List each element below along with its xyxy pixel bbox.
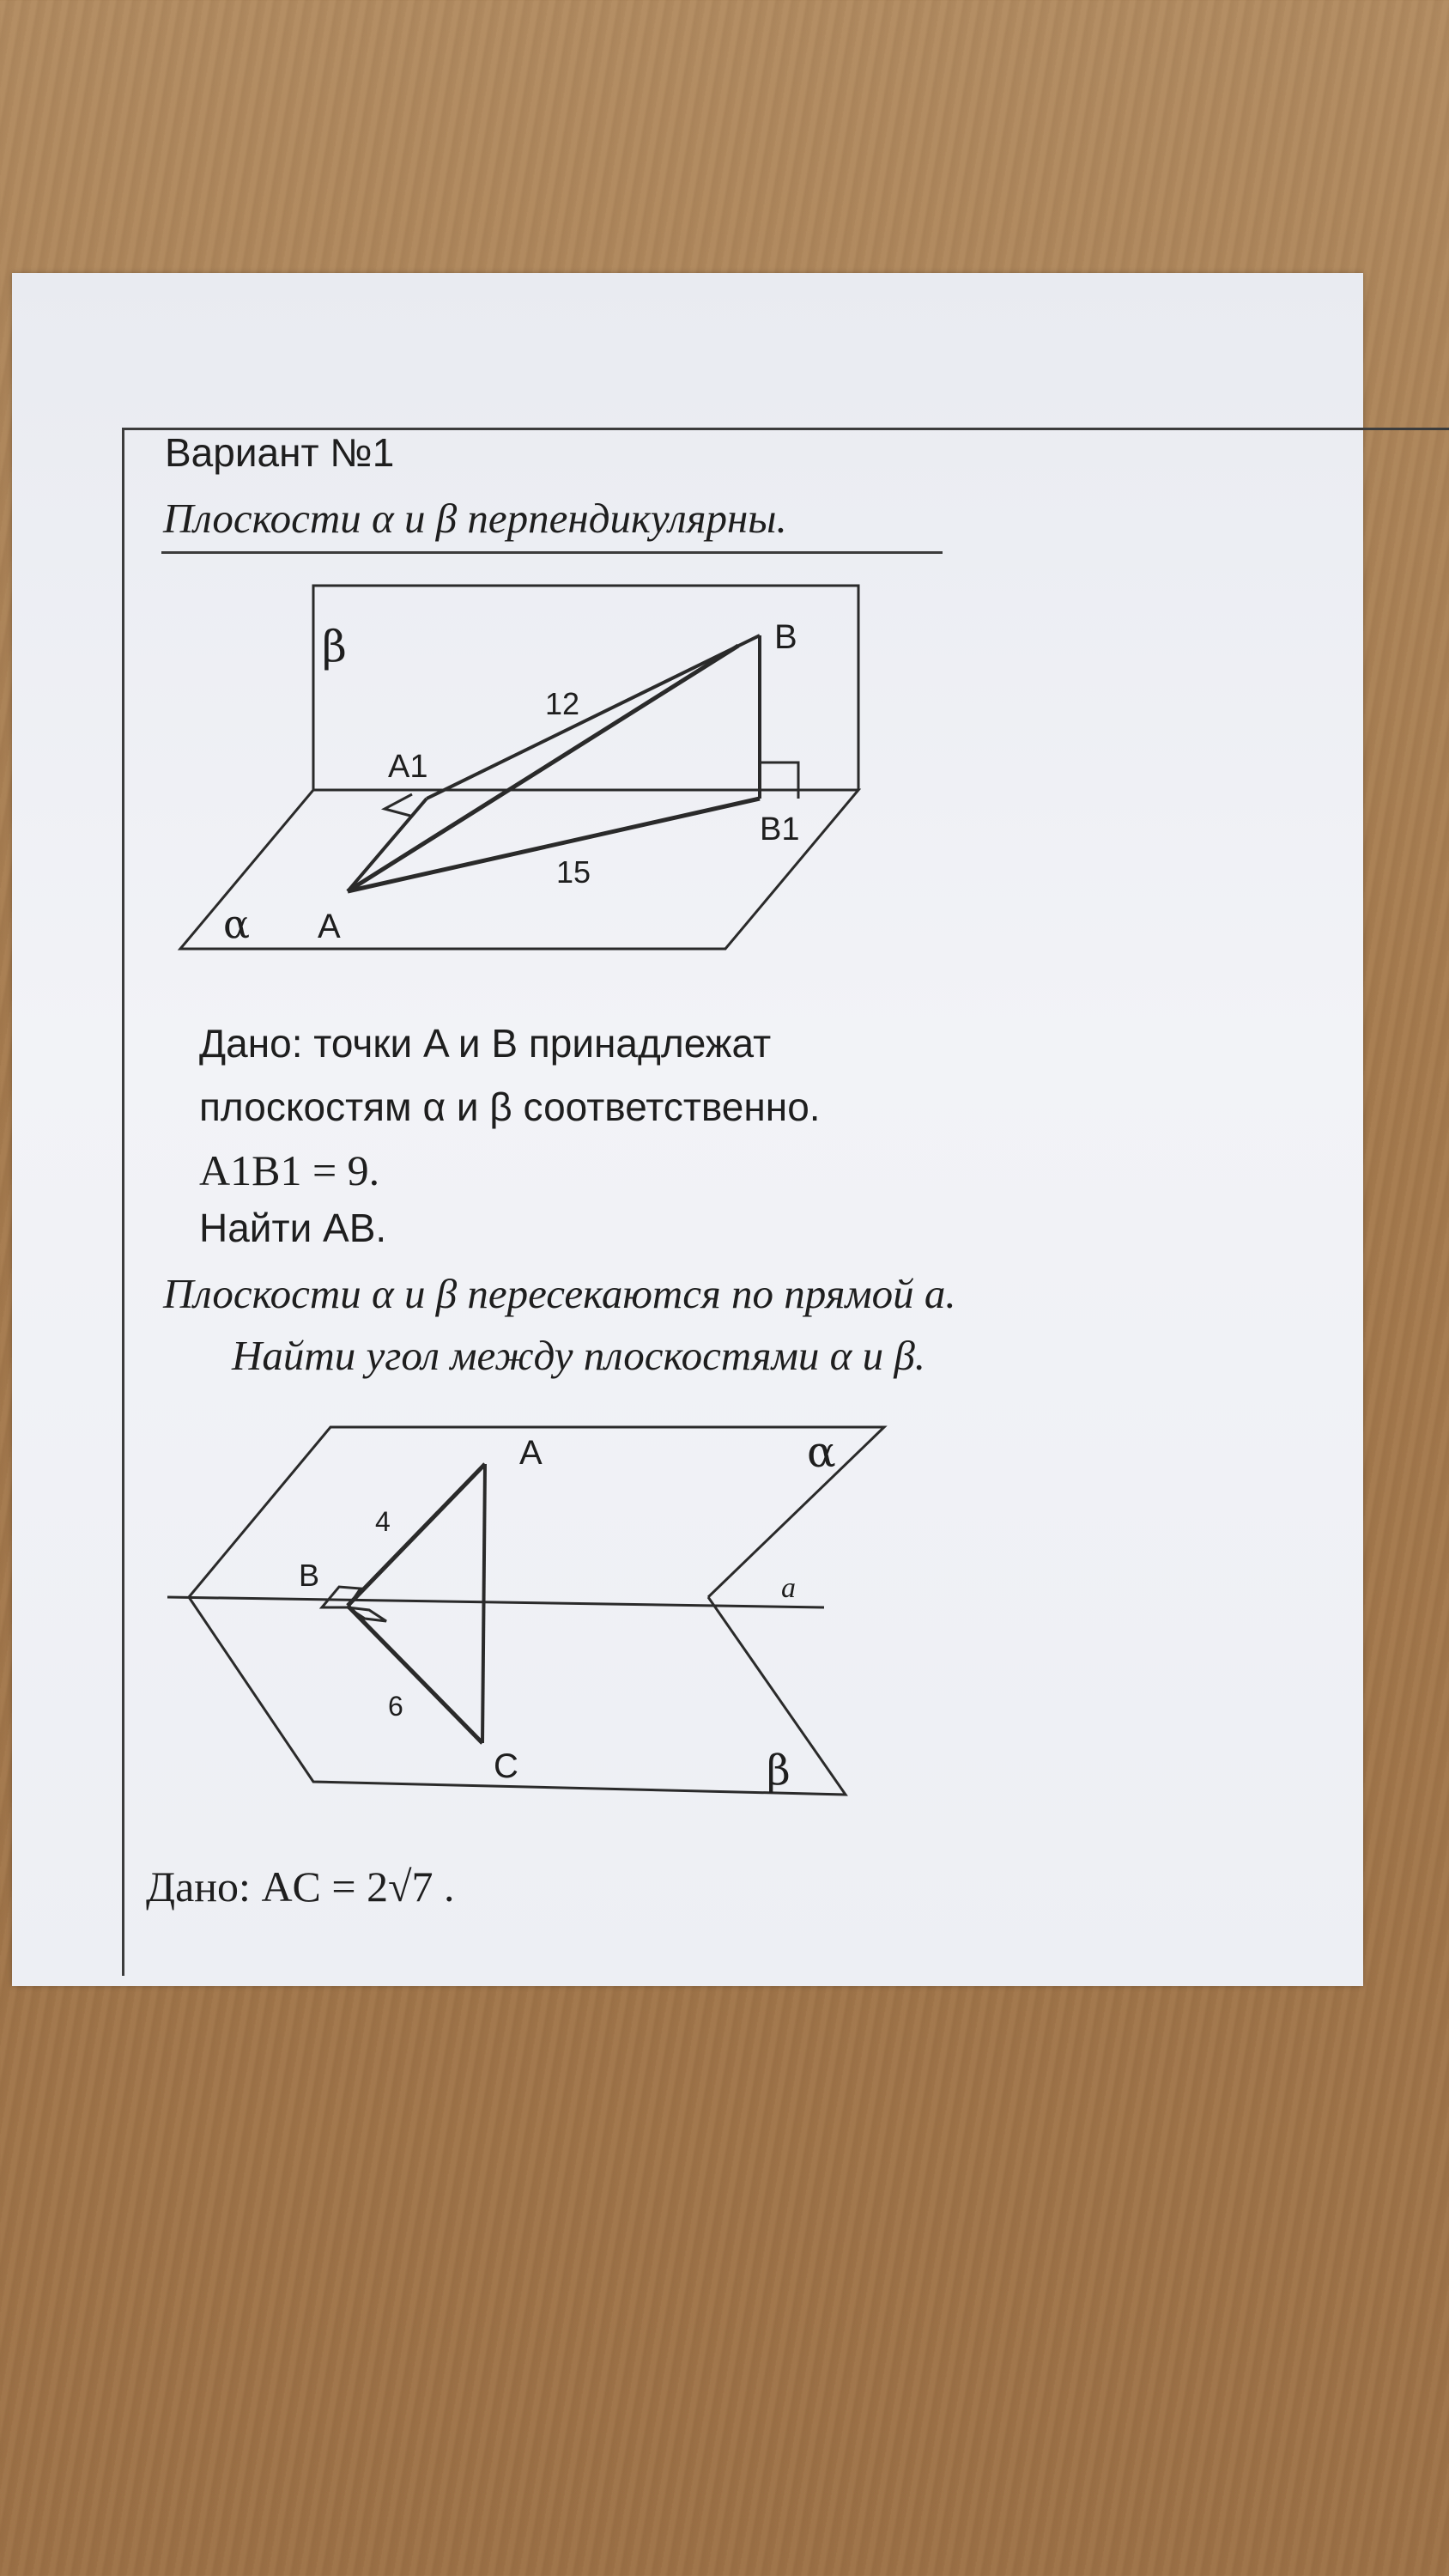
given1-line4: Найти AB. — [199, 1206, 387, 1250]
label-A: A — [318, 908, 341, 945]
label-B: B — [774, 618, 797, 656]
figure-2 — [167, 1427, 884, 1795]
given1-line1: Дано: точки A и B принадлежат — [199, 1021, 772, 1066]
right-angle-B1 — [760, 762, 798, 799]
segment-A-C — [482, 1464, 485, 1743]
right-angle-B-upper — [322, 1587, 361, 1607]
label-4: 4 — [375, 1506, 391, 1537]
figure-1 — [180, 586, 858, 949]
given1-line2: плоскостям α и β соответственно. — [199, 1084, 821, 1129]
figure-2-labels — [299, 1427, 836, 1795]
label-15: 15 — [556, 854, 591, 890]
line-a — [167, 1597, 824, 1607]
label-plane-beta: β — [322, 622, 347, 671]
label-12: 12 — [545, 686, 580, 721]
segment-B-C — [348, 1606, 482, 1743]
label-alpha: α — [223, 901, 251, 947]
segment-A1-B — [427, 635, 760, 799]
label-6: 6 — [388, 1691, 403, 1722]
label-A-2: A — [519, 1434, 543, 1472]
task2-line2: Найти угол между плоскостями α и β. — [232, 1332, 925, 1379]
label-B-2: B — [299, 1558, 320, 1593]
task2-line1: Плоскости α и β пересекаются по прямой a. — [163, 1270, 956, 1317]
label-B1: B1 — [760, 811, 800, 848]
label-C: C — [494, 1747, 518, 1785]
task1-title: Плоскости α и β перпендикулярны. — [163, 495, 787, 542]
label-beta-2: β — [767, 1747, 791, 1795]
segment-B-A — [348, 1464, 485, 1606]
given2-text: Дано: AC = 2√7 . — [146, 1862, 455, 1911]
right-angle-A1 — [385, 794, 412, 816]
segment-A-B1 — [348, 799, 760, 891]
label-alpha-2: α — [807, 1427, 836, 1477]
given1-line3: A1B1 = 9. — [199, 1146, 380, 1194]
plane-alpha-outline — [180, 790, 858, 949]
figure-1-labels — [223, 618, 799, 947]
label-a: a — [781, 1572, 796, 1604]
variant-title: Вариант №1 — [165, 430, 395, 475]
label-A1: A1 — [388, 749, 428, 785]
